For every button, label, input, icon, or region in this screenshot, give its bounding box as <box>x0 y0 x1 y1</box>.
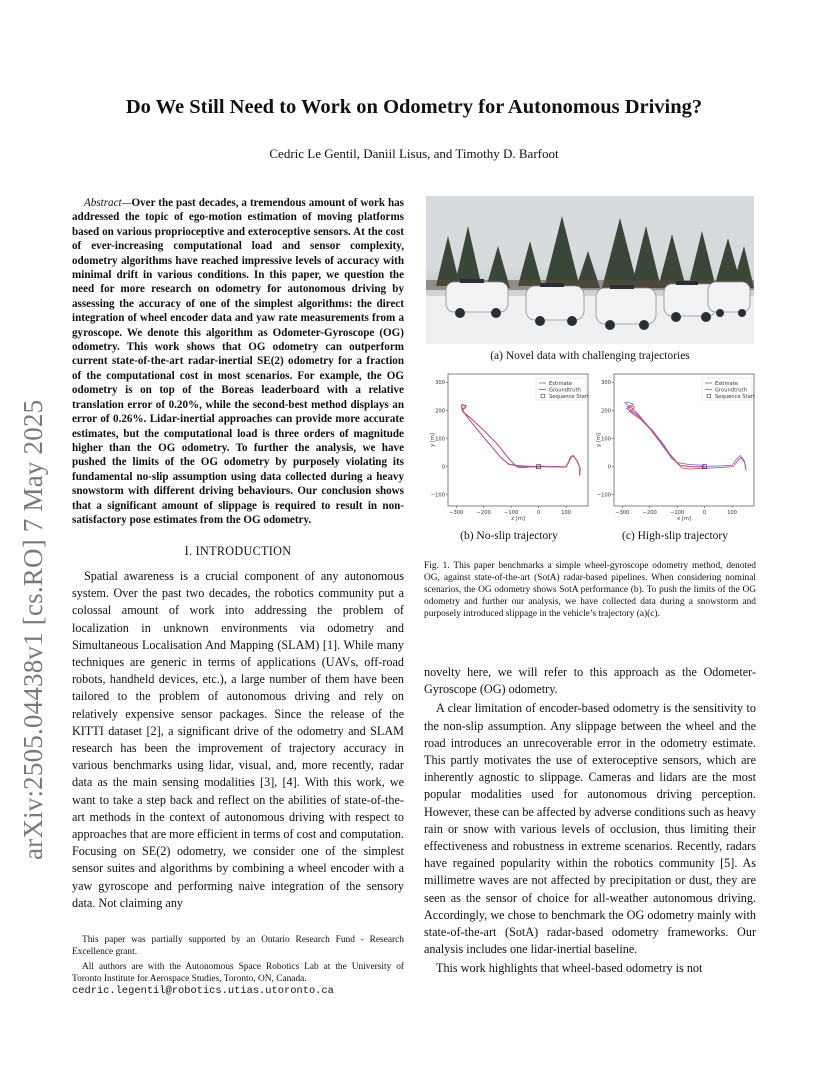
abstract <box>72 196 404 527</box>
y-tick-label: 0 <box>441 464 445 471</box>
y-tick-label: 100 <box>435 436 445 443</box>
footnote-email: cedric.legentil@robotics.utias.utoronto.ca <box>72 985 334 997</box>
photo-illustration <box>426 196 754 344</box>
legend-label: Estimate <box>549 380 572 387</box>
arxiv-identifier: arXiv:2505.04438v1 [cs.RO] 7 May 2025 <box>18 399 48 860</box>
y-tick-label: −100 <box>596 492 611 499</box>
estimate-line <box>461 404 580 475</box>
no-slip-trajectory-plot <box>428 368 594 526</box>
caption-a: (a) Novel data with challenging trajectories <box>490 350 690 362</box>
x-tick-label: 0 <box>536 510 541 516</box>
x-axis-label: x [m] <box>511 516 525 522</box>
footnote-affiliation <box>72 961 404 997</box>
intro-paragraph: Spatial awareness is a crucial component of any autonomous system. Over the past two decades, the robotics community put a colossal amount of work into addressing the problem of localization in unknown environments via odometry and Simultaneous Localisation And Mapping (SLAM) [1]. While many techniques are generic in terms of applications (UAVs, off-road robots, handheld devices, etc.), a large number of them have been tailored to the problem of autonomous driving and rely on relatively expensive sensor packages. Since the release of the KITTI dataset [2], a significant drive of the odometry and SLAM research has been the improvement of trajectory accuracy in various benchmarks using lidar, visual, and, more recently, radar data as the main sensing modalities [3], [4]. With this work, we want to take a step back and reflect on the abilities of state-of-the-art methods in the context of autonomous driving with respect to approaches that are more efficient in terms of cost and computation. Focusing on SE(2) odometry, we consider one of the simplest sensor suites and algorithms by combining a wheel encoder with a yaw gyroscope and performing naive integration of the sensory data. Not claiming any <box>72 568 404 910</box>
abstract-body: Over the past decades, a tremendous amount of work has addressed the topic of ego-motion estimation of moving platforms based on various proprioceptive and exteroceptive sensors. At the cost of ever-increasing computational load and sensor complexity, odometry algorithms have reached impressive levels of accuracy with minimal drift in various conditions. In this paper, we question the need for more research on odometry for autonomous driving by assessing the accuracy of one of the simplest algorithms: the direct integration of wheel encoder data and yaw rate measurements from a gyroscope. We denote this algorithm as Odometer-Gyroscope (OG) odometry. This work shows that OG odometry can outperform current state-of-the-art radar-inertial SE(2) odometry for a fraction of the computational cost in most scenarios. For example, the OG odometry is on top of the Boreas leaderboard with a relative translation error of 0.20%, while the second-best method displays an error of 0.26%. Lidar-inertial approaches can provide more accurate estimates, but the computational load is three orders of magnitude higher than the OG odometry. To further the analysis, we have pushed the limits of the OG odometry by purposely violating its fundamental no-slip assumption using data collected during a heavy snowstorm with different driving behaviours. Our conclusion shows that a significant amount of slippage is required to result in non-satisfactory pose estimates from the OG odometry. <box>72 197 404 526</box>
groundtruth-line <box>462 405 581 476</box>
y-tick-label: 0 <box>607 464 611 471</box>
right-paragraph-1: novelty here, we will refer to this approach as the Odometer-Gyroscope (OG) odometry. <box>424 665 756 697</box>
y-tick-label: 200 <box>601 408 611 415</box>
right-column <box>424 664 756 980</box>
legend-label: Sequence Start <box>549 393 589 400</box>
caption-c: (c) High-slip trajectory <box>621 530 728 542</box>
x-tick-label: 100 <box>727 510 737 516</box>
caption-b: (b) No-slip trajectory <box>460 530 558 542</box>
paper-authors: Cedric Le Gentil, Daniil Lisus, and Timothy D. Barfoot <box>269 146 559 161</box>
x-tick-label: −300 <box>449 510 464 516</box>
x-tick-label: −200 <box>642 510 657 516</box>
right-paragraph-3: This work highlights that wheel-based odometry is not <box>436 961 703 976</box>
x-tick-label: 100 <box>561 510 571 516</box>
paper-title: Do We Still Need to Work on Odometry for Autonomous Driving? <box>125 96 703 118</box>
x-tick-label: −200 <box>476 510 491 516</box>
y-tick-label: 100 <box>601 436 611 443</box>
legend-label: Groundtruth <box>715 387 747 394</box>
legend-label: Groundtruth <box>549 387 581 394</box>
legend-label: Estimate <box>715 380 738 387</box>
y-axis-label: y [m] <box>596 433 602 447</box>
right-paragraph-2: A clear limitation of encoder-based odometry is the sensitivity to the non-slip assumption. Any slippage between the wheel and the road introduces an unrecoverable error in the odometry estimate. This partly motivates the use of exteroceptive sensors, which are inherently agnostic to slippage. Cameras and lidars are the most popular modalities used for autonomous driving perception. However, these can be affected by adverse conditions such as heavy rain or snow with various levels of occlusion, thus limiting their effectiveness and robustness in extreme scenarios. Recently, radars have regained popularity within the robotics community [5]. As millimetre waves are not affected by precipitation or dust, they are seen as the sensor of choice for all-weather autonomous driving. Accordingly, we chose to benchmark the OG odometry mainly with state-of-the-art (SotA) radar-based odometry frameworks. Our analysis includes one lidar-inertial baseline. <box>424 701 756 957</box>
x-tick-label: −300 <box>615 510 630 516</box>
section-heading: I. INTRODUCTION <box>184 544 292 559</box>
high-slip-trajectory-plot <box>594 368 760 526</box>
x-tick-label: 0 <box>702 510 707 516</box>
y-axis-label: y [m] <box>430 433 436 447</box>
x-tick-label: −100 <box>670 510 685 516</box>
footnotes <box>72 934 404 1000</box>
groundtruth-line <box>628 406 747 471</box>
estimate-line <box>625 402 746 469</box>
footnote-funding: This paper was partially supported by an Ontario Research Fund - Research Excellence grant. <box>72 935 404 957</box>
y-tick-label: 300 <box>601 380 611 387</box>
footnote-affiliation-text: All authors are with the Autonomous Space Robotics Lab at the University of Toronto Institute for Aerospace Studies, Toronto, ON, Canada. <box>72 962 404 984</box>
y-tick-label: 300 <box>435 380 445 387</box>
figure-caption: Fig. 1. This paper benchmarks a simple wheel-gyroscope odometry method, denoted OG, against state-of-the-art (SotA) radar-based pipelines. When considering nominal scenarios, the OG odometry shows SotA performance (b). To push the limits of the OG odometry and further our analysis, we have collected data during a snowstorm and purposely introduced slippage in the vehicle’s trajectory (a)(c). <box>424 561 756 619</box>
legend-label: Sequence Start <box>715 393 755 400</box>
y-tick-label: −100 <box>430 492 445 499</box>
vehicles-snow-photo <box>426 196 754 344</box>
left-column <box>72 196 404 912</box>
x-tick-label: −100 <box>504 510 519 516</box>
x-axis-label: x [m] <box>677 516 691 522</box>
y-tick-label: 200 <box>435 408 445 415</box>
abstract-lead: Abstract— <box>84 197 132 209</box>
